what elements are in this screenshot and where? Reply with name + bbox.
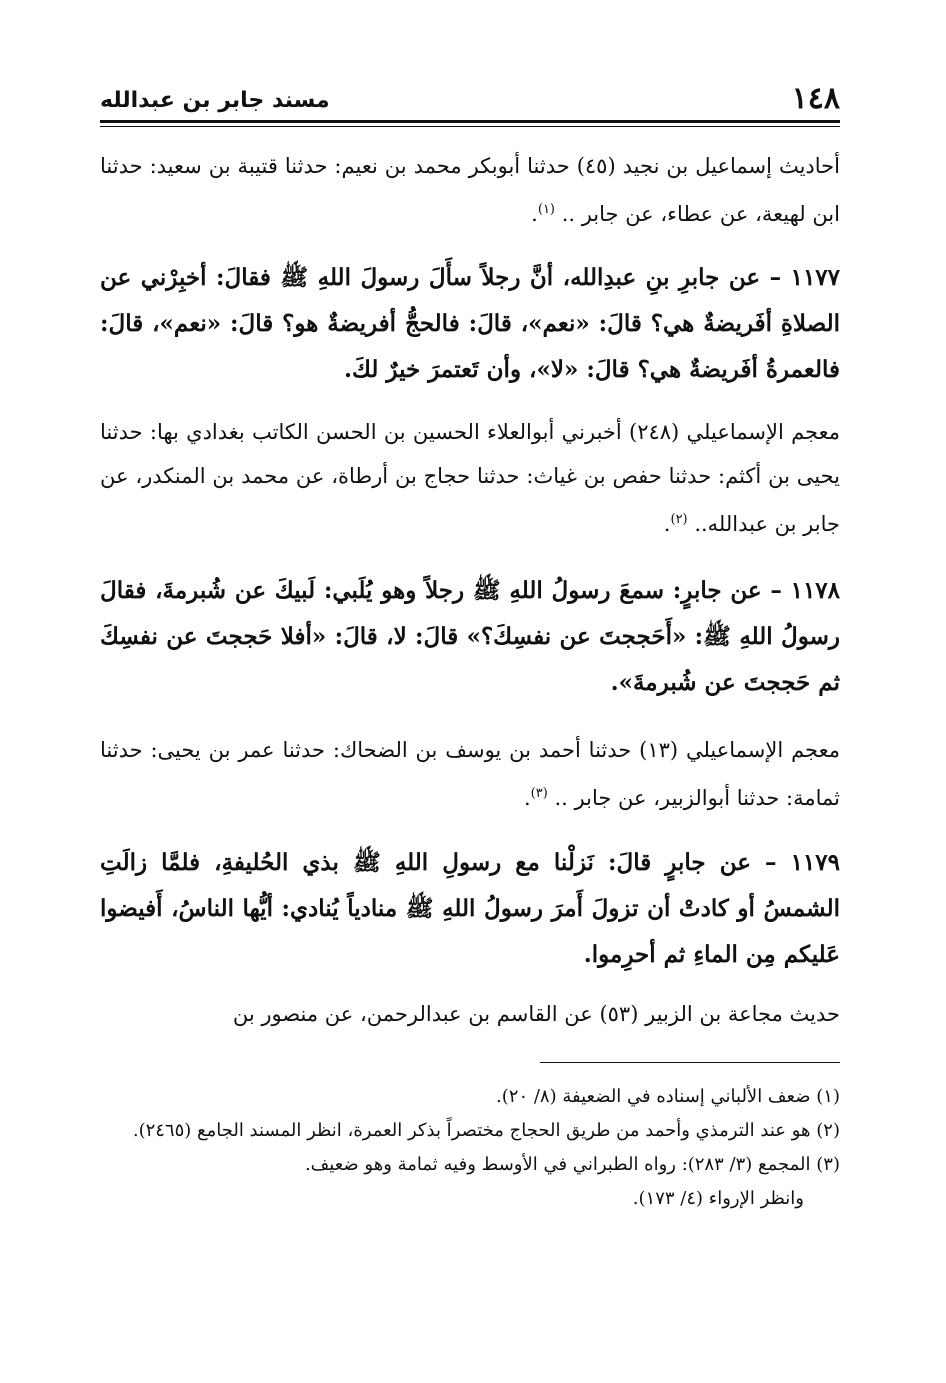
hadith-paragraph	[100, 568, 840, 706]
source-text: معجم الإسماعيلي (١٣) حدثنا أحمد بن يوسف بن الضحاك: حدثنا عمر بن يحيى: حدثنا ثمامة: حدثنا أبوالزبير، عن جابر ..	[100, 738, 840, 810]
running-title: مسند جابر بن عبدالله	[100, 88, 330, 113]
page-number: ١٤٨	[791, 81, 840, 116]
hadith-text: – عن جابرٍ قالَ: نَزلْنا مع رسولِ اللهِ ﷺ بذي الحُليفةِ، فلمَّا زالَتِ الشمسُ أو كادتْ أن تزولَ أَمرَ رسولُ اللهِ ﷺ منادياً يُنادي: أيُّها الناسُ، أَفيضوا عَليكم مِن الماءِ ثم أحرِموا.	[100, 849, 840, 968]
footnote-marker[interactable]: (٣)	[530, 786, 548, 801]
footnote-marker[interactable]: (٢)	[670, 512, 688, 527]
footnote-number: (٣)	[816, 1154, 840, 1175]
footnote-marker[interactable]: (١)	[537, 202, 555, 217]
source-paragraph: أحاديث إسماعيل بن نجيد (٤٥) حدثنا أبوبكر محمد بن نعيم: حدثنا قتيبة بن سعيد: حدثنا ابن لهيعة، عن عطاء، عن جابر .. $^{(١)}$.	[100, 154, 840, 226]
source-paragraph: معجم الإسماعيلي (٢٤٨) أخبرني أبوالعلاء الحسين بن الحسن الكاتب بغدادي بها: حدثنا يحيى بن أكثم: حدثنا حفص بن غياث: حدثنا حجاج بن أرطاة، عن محمد بن المنكدر، عن جابر بن عبدالله.. $^{(٢)}$.	[100, 420, 840, 536]
footnote-continuation	[100, 1182, 840, 1216]
footnotes	[100, 1080, 840, 1216]
footnote-number: (١)	[816, 1086, 840, 1107]
header-rule-thin	[100, 126, 840, 127]
hadith-paragraph	[100, 840, 840, 978]
footnote-item	[100, 1080, 840, 1114]
footnote-text: هو عند الترمذي وأحمد من طريق الحجاج مختصراً بذكر العمرة، انظر المسند الجامع (٢٤٦٥).	[132, 1120, 811, 1141]
page-header	[100, 72, 840, 118]
hadith-number: ١١٧٧	[790, 264, 841, 291]
source-text: معجم الإسماعيلي (٢٤٨) أخبرني أبوالعلاء الحسين بن الحسن الكاتب بغدادي بها: حدثنا يحيى بن أكثم: حدثنا حفص بن غياث: حدثنا حجاج بن أرطاة، عن محمد بن المنكدر، عن جابر بن عبدالله..	[100, 420, 840, 536]
hadith-text: – عن جابرٍ: سمعَ رسولُ اللهِ ﷺ رجلاً وهو يُلَبي: لَبيكَ عن شُبرمةَ، فقالَ رسولُ اللهِ ﷺ: «أَحَججتَ عن نفسِكَ؟» قالَ: لا، قالَ: «أفلا حَججتَ عن نفسِكَ ثم حَججتَ عن شُبرمةَ».	[100, 577, 840, 696]
hadith-number: ١١٧٨	[790, 577, 841, 604]
source-paragraph	[100, 992, 840, 1036]
header-rule-thick	[100, 120, 840, 123]
hadith-text: – عن جابرِ بنِ عبدِالله، أنَّ رجلاً سأَلَ رسولَ اللهِ ﷺ فقالَ: أخبِرْني عن الصلاةِ أفَريضةٌ هي؟ قالَ: «نعم»، قالَ: فالحجُّ أفريضةٌ هو؟ قالَ: «نعم»، قالَ: فالعمرةُ أفَريضةٌ هي؟ قالَ: «لا»، وأن تَعتمرَ خيرٌ لكَ.	[100, 264, 840, 383]
source-text: حديث مجاعة بن الزبير (٥٣) عن القاسم بن عبدالرحمن، عن منصور بن	[232, 1002, 840, 1026]
source-paragraph: معجم الإسماعيلي (١٣) حدثنا أحمد بن يوسف بن الضحاك: حدثنا عمر بن يحيى: حدثنا ثمامة: حدثنا أبوالزبير، عن جابر .. $^{(٣)}$.	[100, 738, 840, 810]
hadith-paragraph	[100, 255, 840, 393]
book-page	[100, 72, 841, 1209]
footnote-text: وانظر الإرواء (٤/ ١٧٣).	[632, 1188, 804, 1209]
footnote-number: (٢)	[816, 1120, 840, 1141]
footnote-text: المجمع (٣/ ٢٨٣): رواه الطبراني في الأوسط وفيه ثمامة وهو ضعيف.	[304, 1154, 811, 1175]
footnote-item	[100, 1114, 840, 1148]
source-text: أحاديث إسماعيل بن نجيد (٤٥) حدثنا أبوبكر محمد بن نعيم: حدثنا قتيبة بن سعيد: حدثنا ابن لهيعة، عن عطاء، عن جابر ..	[100, 154, 840, 226]
hadith-number: ١١٧٩	[790, 849, 840, 876]
footnote-item	[100, 1148, 840, 1182]
footnote-text: ضعف الألباني إسناده في الضعيفة (٨/ ٢٠).	[496, 1086, 811, 1107]
footnote-separator	[540, 1062, 840, 1063]
